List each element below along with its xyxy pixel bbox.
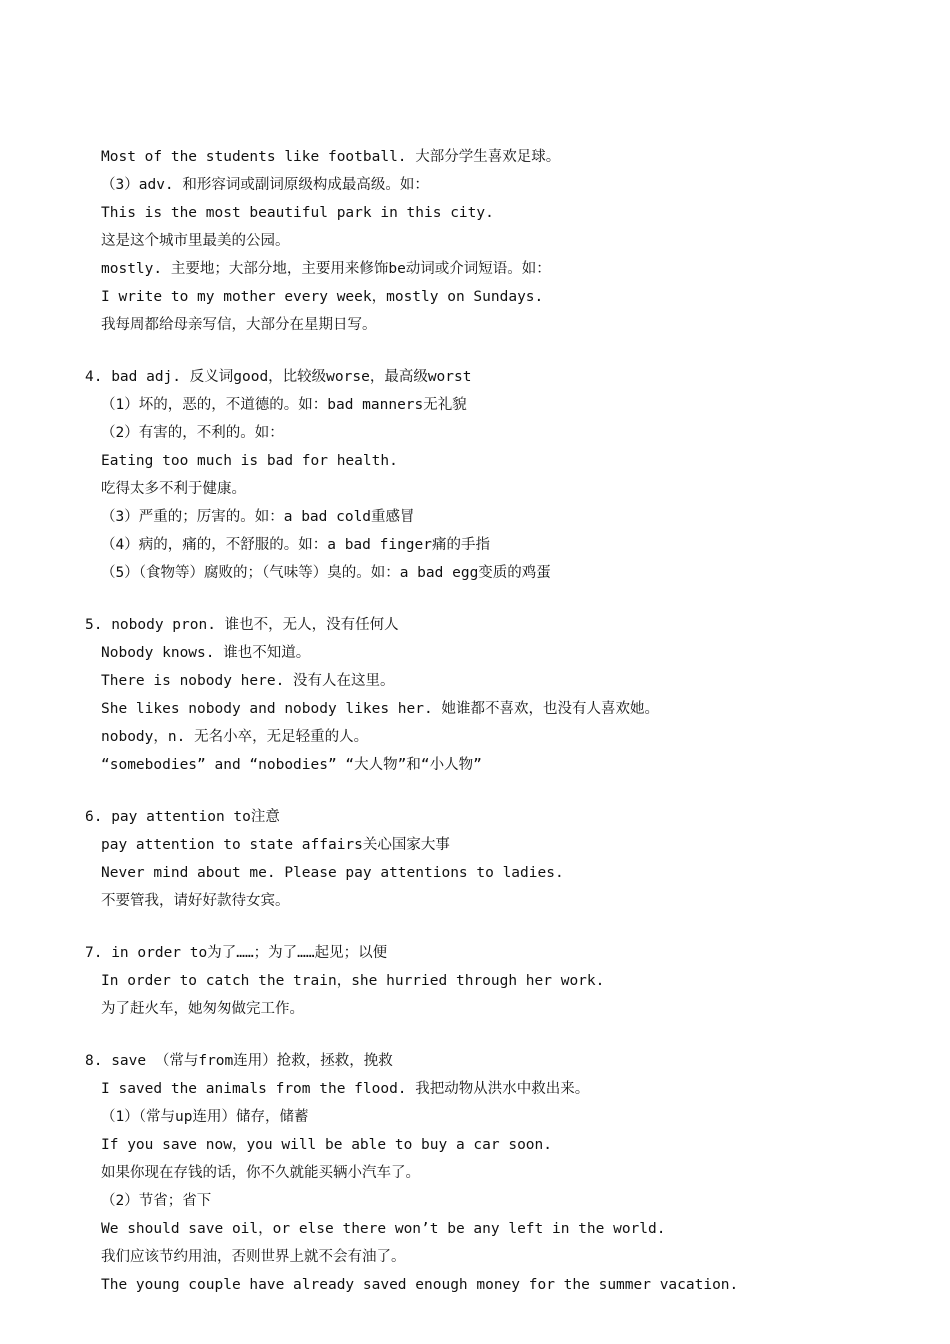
text-line: pay attention to state affairs关心国家大事 [101, 837, 450, 853]
section-heading-4: 4. bad adj. 反义词good，比较级worse，最高级worst [85, 369, 472, 385]
text-line: “somebodies” and “nobodies” “大人物”和“小人物” [101, 757, 482, 773]
text-line: （4）病的，痛的，不舒服的。如：a bad finger痛的手指 [101, 537, 490, 553]
text-line: Never mind about me. Please pay attentions to ladies. [101, 865, 564, 881]
text-line: （5）（食物等）腐败的；（气味等）臭的。如：a bad egg变质的鸡蛋 [101, 565, 551, 581]
text-line: （1）（常与up连用）储存，储蓄 [101, 1109, 309, 1125]
text-line: （2）有害的，不利的。如： [101, 425, 284, 441]
text-line: 为了赶火车，她匆匆做完工作。 [101, 1001, 304, 1017]
section-heading-6: 6. pay attention to注意 [85, 809, 280, 825]
text-line: She likes nobody and nobody likes her. 她谁都不喜欢，也没有人喜欢她。 [101, 701, 659, 717]
text-line: （3）adv. 和形容词或副词原级构成最高级。如： [101, 177, 429, 193]
text-line: Nobody knows. 谁也不知道。 [101, 645, 311, 661]
text-line: （2）节省；省下 [101, 1193, 212, 1209]
text-line: If you save now，you will be able to buy a car soon. [101, 1137, 552, 1153]
text-line: 这是这个城市里最美的公园。 [101, 233, 290, 249]
text-line: Eating too much is bad for health. [101, 453, 398, 469]
text-line: We should save oil，or else there won’t be any left in the world. [101, 1221, 666, 1237]
text-line: I saved the animals from the flood. 我把动物从洪水中救出来。 [101, 1081, 590, 1097]
text-line: 我每周都给母亲写信，大部分在星期日写。 [101, 317, 377, 333]
text-line: This is the most beautiful park in this city. [101, 205, 494, 221]
section-heading-7: 7. in order to为了……；为了……起见；以便 [85, 945, 388, 961]
text-line: 不要管我，请好好款待女宾。 [101, 893, 290, 909]
text-line: Most of the students like football. 大部分学生喜欢足球。 [101, 149, 561, 165]
text-line: The young couple have already saved enough money for the summer vacation. [101, 1277, 739, 1293]
text-line: 如果你现在存钱的话，你不久就能买辆小汽车了。 [101, 1165, 420, 1181]
text-line: nobody，n. 无名小卒，无足轻重的人。 [101, 729, 369, 745]
text-line: 吃得太多不利于健康。 [101, 481, 246, 497]
text-line: mostly. 主要地；大部分地，主要用来修饰be动词或介词短语。如： [101, 261, 551, 277]
text-line: 我们应该节约用油，否则世界上就不会有油了。 [101, 1249, 406, 1265]
text-line: There is nobody here. 没有人在这里。 [101, 673, 395, 689]
text-line: I write to my mother every week，mostly on Sundays. [101, 289, 544, 305]
text-line: （3）严重的；厉害的。如：a bad cold重感冒 [101, 509, 415, 525]
section-heading-8: 8. save （常与from连用）抢救，拯救，挽救 [85, 1053, 393, 1069]
text-line: （1）坏的，恶的，不道德的。如：bad manners无礼貌 [101, 397, 467, 413]
text-line: In order to catch the train，she hurried through her work. [101, 973, 605, 989]
section-heading-5: 5. nobody pron. 谁也不，无人，没有任何人 [85, 617, 399, 633]
